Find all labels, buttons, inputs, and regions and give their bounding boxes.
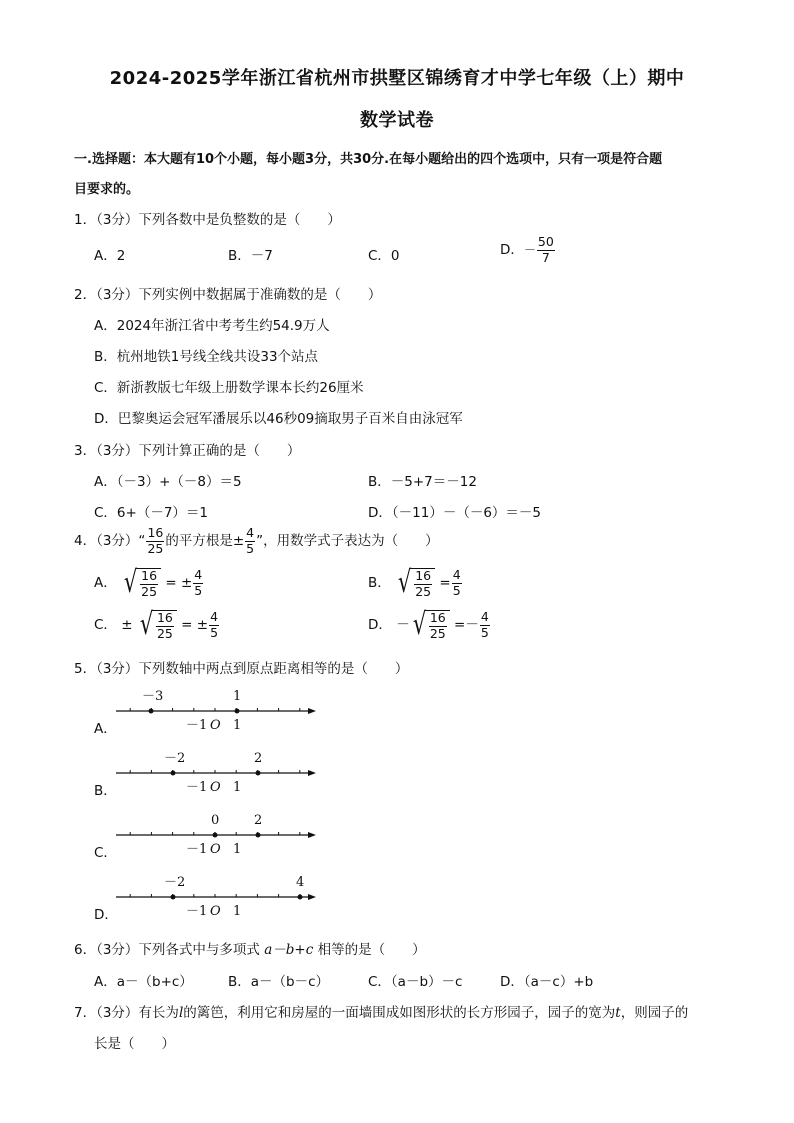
axis-label-neg1: －1 (186, 718, 208, 732)
section-instructions-line1: 一.选择题：本大题有10个小题，每小题3分，共30分.在每小题给出的四个选项中，只有一项是符合题 (74, 152, 663, 167)
point-label: －3 (142, 689, 164, 704)
q5-option-b-label: B． (94, 783, 117, 799)
q5-number-line-d (110, 872, 330, 922)
question-2-stem: 2．（3分）下列实例中数据属于准确数的是（ ） (74, 287, 382, 303)
fraction-numerator: 4 (246, 525, 255, 540)
exam-title-line2: 数学试卷 (360, 110, 434, 131)
q5-option-c-label: C． (94, 845, 117, 861)
axis-label-origin: O (210, 718, 221, 732)
fraction-denominator: 25 (141, 583, 158, 599)
q4-option-d-label: D． (368, 617, 392, 633)
q6-option-b: B．a－（b－c） (228, 974, 330, 990)
q4-stem-fraction (146, 527, 164, 555)
q6-option-c: C．（a－b）－c (368, 974, 463, 990)
q3-option-c: C．6+（－7）＝1 (94, 505, 209, 521)
question-6-stem (74, 938, 426, 958)
fraction-numerator: 4 (210, 609, 219, 624)
point-marker (256, 771, 261, 776)
q7-variable-t: t (615, 1005, 621, 1021)
q4-option-d-lhs: － (396, 617, 410, 633)
q4-option-b-label: B． (368, 575, 391, 591)
point-label: －2 (164, 751, 186, 766)
q4-option-c-lhs: ± (121, 617, 133, 633)
question-5-stem: 5．（3分）下列数轴中两点到原点距离相等的是（ ） (74, 661, 409, 677)
point-label: 2 (254, 813, 263, 828)
fraction-numerator: 4 (452, 567, 461, 582)
q4-stem-prefix: 4．（3分）“ (74, 533, 146, 549)
q1-option-c: C．0 (368, 248, 400, 264)
fraction-denominator: 5 (210, 624, 219, 640)
q4-stem-suffix: ”，用数学式子表达为（ ） (256, 533, 439, 549)
q2-option-a: A．2024年浙江省中考考生约54.9万人 (94, 318, 330, 334)
point-label: 2 (254, 751, 263, 766)
sqrt-sign: √ $\frac{16}{25}$ (137, 610, 177, 640)
axis-label-one: 1 (233, 904, 242, 918)
fraction-denominator: 5 (452, 582, 461, 598)
fraction-denominator: 7 (541, 249, 550, 265)
q6-polynomial: a－b+c (264, 942, 314, 958)
q2-option-b: B．杭州地铁1号线全线共设33个站点 (94, 349, 319, 365)
axis-label-one: 1 (233, 780, 242, 794)
exam-title-line1: 2024-2025学年浙江省杭州市拱墅区锦绣育才中学七年级（上）期中 (109, 68, 685, 89)
question-7-line2: 长是（ ） (94, 1036, 175, 1052)
point-label: 0 (211, 813, 220, 828)
q7-text-middle: 的篱笆，利用它和房屋的一面墙围成如图形状的长方形园子，园子的宽为 (183, 1005, 616, 1021)
q2-option-d: D．巴黎奥运会冠军潘展乐以46秒09摘取男子百米自由泳冠军 (94, 411, 463, 427)
axis-label-one: 1 (233, 718, 242, 732)
question-7-line1 (74, 1001, 688, 1021)
number-line-b-svg (110, 748, 330, 794)
q7-variable-l: l (178, 1005, 184, 1021)
q5-option-a-label: A． (94, 721, 117, 737)
sqrt-sign: √ $\frac{16}{25}$ (121, 568, 161, 598)
q4-option-a-label: A． (94, 575, 117, 591)
q6-option-a: A．a－（b+c） (94, 974, 193, 990)
fraction-numerator: 16 (156, 610, 173, 625)
q7-text-prefix: 7．（3分）有长为 (74, 1005, 179, 1021)
question-4-stem (74, 527, 439, 555)
q4-option-a (94, 565, 204, 600)
sqrt-sign: √ $\frac{16}{25}$ (410, 610, 450, 640)
q4-option-d-rhs: =－ (454, 617, 479, 633)
q4-option-b-rhs: = (439, 575, 451, 591)
fraction-denominator: 5 (246, 540, 255, 556)
fraction-denominator: 5 (194, 582, 203, 598)
fraction-numerator: 16 (429, 610, 446, 625)
q7-text-suffix: ，则园子的 (620, 1005, 689, 1021)
q4-option-a-rhs: = ± (165, 575, 193, 591)
number-line-d-svg (110, 872, 330, 918)
axis-label-one: 1 (233, 842, 242, 856)
fraction-denominator: 25 (415, 583, 432, 599)
q6-stem-suffix: 相等的是（ ） (317, 942, 426, 958)
fraction-denominator: 25 (147, 540, 164, 556)
q6-option-d: D．（a－c）+b (500, 974, 594, 990)
q1-option-d (500, 236, 556, 264)
axis-label-origin: O (210, 780, 221, 794)
q4-stem-middle: 的平方根是± (165, 533, 245, 549)
fraction-denominator: 5 (480, 624, 489, 640)
fraction-denominator: 25 (429, 625, 446, 641)
q3-option-b: B．－5+7＝－12 (368, 474, 477, 490)
fraction-numerator: 4 (480, 609, 489, 624)
fraction-denominator: 25 (156, 625, 173, 641)
number-line-c-svg (110, 810, 330, 856)
q4-option-c (94, 607, 220, 642)
q6-stem-prefix: 6．（3分）下列各式中与多项式 (74, 942, 260, 958)
number-line-a-svg (110, 686, 330, 732)
axis-label-origin: O (210, 842, 221, 856)
question-3-stem: 3．（3分）下列计算正确的是（ ） (74, 443, 301, 459)
q4-option-b (368, 565, 463, 600)
point-label: 4 (296, 875, 305, 890)
q3-option-d: D．（－11）－（－6）＝－5 (368, 505, 542, 521)
point-marker (256, 833, 261, 838)
axis-label-neg1: －1 (186, 842, 208, 856)
q4-option-d (368, 607, 491, 642)
q5-number-line-c (110, 810, 330, 860)
point-label: 1 (233, 689, 242, 704)
q1-option-b: B．－7 (228, 248, 273, 264)
fraction-numerator: 16 (415, 568, 432, 583)
q5-number-line-b (110, 748, 330, 798)
q1-option-d-fraction (537, 236, 555, 264)
axis-label-neg1: －1 (186, 904, 208, 918)
q2-option-c: C．新浙教版七年级上册数学课本长约26厘米 (94, 380, 364, 396)
fraction-numerator: 50 (537, 234, 554, 249)
fraction-numerator: 4 (194, 567, 203, 582)
fraction-numerator: 16 (147, 525, 164, 540)
q1-option-a: A．2 (94, 248, 126, 264)
q1-option-d-label: D． (500, 242, 524, 258)
q4-stem-fraction-2 (245, 527, 255, 555)
q5-number-line-a (110, 686, 330, 736)
point-label: －2 (164, 875, 186, 890)
point-marker (235, 709, 240, 714)
fraction-numerator: 16 (141, 568, 158, 583)
question-1-stem: 1．（3分）下列各数中是负整数的是（ ） (74, 212, 341, 228)
axis-label-neg1: －1 (186, 780, 208, 794)
q5-option-d-label: D． (94, 907, 118, 923)
sqrt-sign: √ $\frac{16}{25}$ (395, 568, 435, 598)
q4-option-c-label: C． (94, 617, 117, 633)
q1-option-d-sign: － (523, 243, 536, 257)
q4-option-c-rhs: = ± (181, 617, 209, 633)
q3-option-a: A．（－3）+（－8）＝5 (94, 474, 242, 490)
section-instructions-line2: 目要求的。 (74, 182, 140, 197)
axis-label-origin: O (210, 904, 221, 918)
